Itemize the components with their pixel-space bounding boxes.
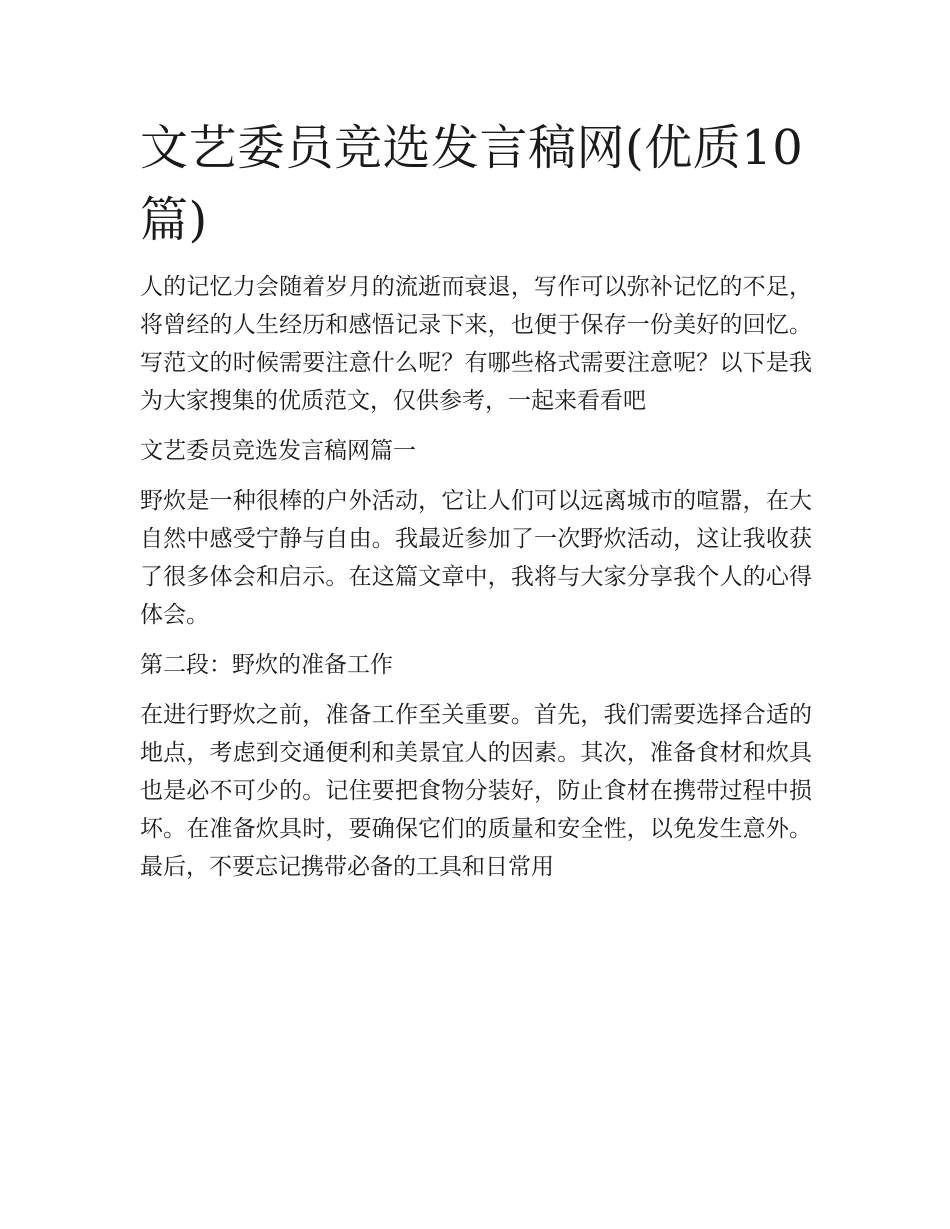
section-1-paragraph: 野炊是一种很棒的户外活动，它让人们可以远离城市的喧嚣，在大自然中感受宁静与自由。我最近参加了一次野炊活动，这让我收获了很多体会和启示。在这篇文章中，我将与大家分享我个人的心得体会。 — [140, 488, 812, 628]
section-heading-1: 文艺委员竞选发言稿网篇一 — [140, 438, 416, 464]
document-body — [140, 268, 812, 886]
document-page — [140, 112, 812, 886]
section-heading-2: 第二段：野炊的准备工作 — [140, 652, 393, 678]
intro-paragraph: 人的记忆力会随着岁月的流逝而衰退，写作可以弥补记忆的不足，将曾经的人生经历和感悟记录下来，也便于保存一份美好的回忆。写范文的时候需要注意什么呢？有哪些格式需要注意呢？以下是我为大家搜集的优质范文，仅供参考，一起来看看吧 — [140, 274, 812, 414]
document-title: 文艺委员竞选发言稿网(优质10篇) — [140, 120, 804, 248]
section-2-paragraph: 在进行野炊之前，准备工作至关重要。首先，我们需要选择合适的地点，考虑到交通便利和美景宜人的因素。其次，准备食材和炊具也是必不可少的。记住要把食物分装好，防止食材在携带过程中损坏。在准备炊具时，要确保它们的质量和安全性，以免发生意外。最后，不要忘记携带必备的工具和日常用 — [140, 702, 812, 880]
